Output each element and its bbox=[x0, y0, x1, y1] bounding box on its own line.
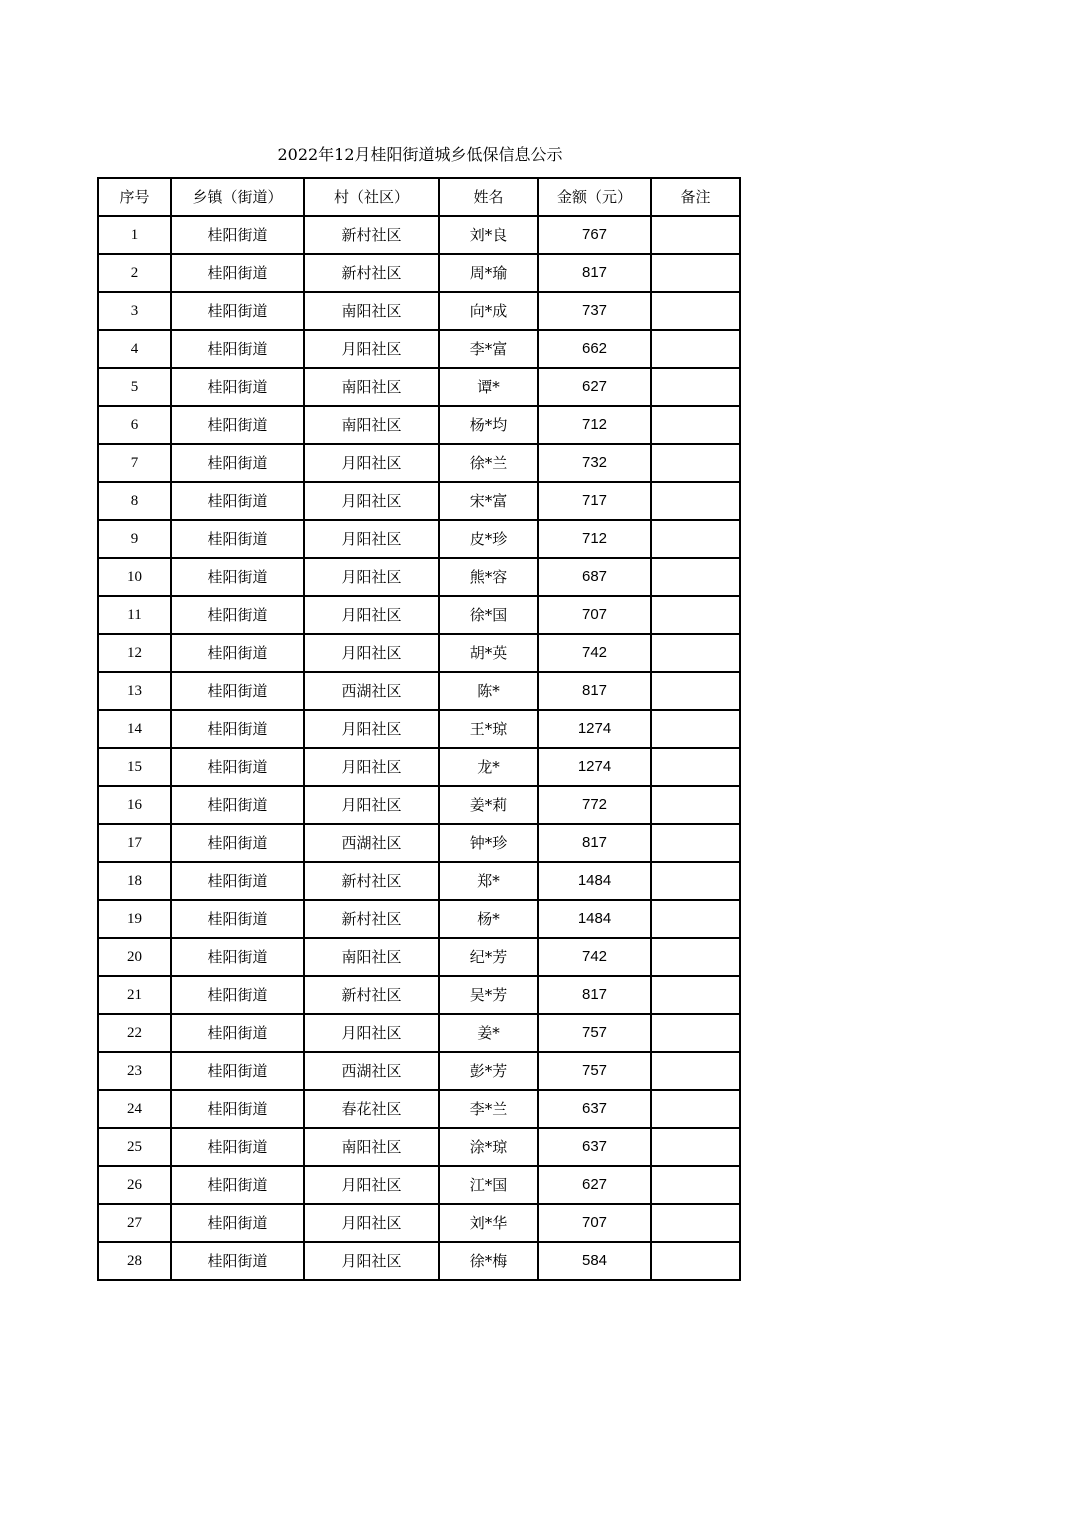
cell-name: 王*琼 bbox=[439, 710, 538, 748]
cell-village: 月阳社区 bbox=[304, 482, 439, 520]
cell-village: 南阳社区 bbox=[304, 292, 439, 330]
cell-village: 月阳社区 bbox=[304, 1166, 439, 1204]
cell-amount: 712 bbox=[538, 520, 651, 558]
cell-village: 新村社区 bbox=[304, 254, 439, 292]
cell-amount: 737 bbox=[538, 292, 651, 330]
cell-note bbox=[651, 406, 740, 444]
cell-amount: 707 bbox=[538, 596, 651, 634]
cell-amount: 817 bbox=[538, 976, 651, 1014]
cell-note bbox=[651, 254, 740, 292]
column-header-note: 备注 bbox=[651, 178, 740, 216]
cell-village: 月阳社区 bbox=[304, 1014, 439, 1052]
cell-village: 南阳社区 bbox=[304, 368, 439, 406]
table-row bbox=[98, 368, 740, 406]
cell-note bbox=[651, 634, 740, 672]
cell-town: 桂阳街道 bbox=[171, 330, 304, 368]
cell-name: 陈* bbox=[439, 672, 538, 710]
cell-village: 月阳社区 bbox=[304, 1242, 439, 1280]
cell-seq: 23 bbox=[98, 1052, 171, 1090]
cell-town: 桂阳街道 bbox=[171, 520, 304, 558]
cell-town: 桂阳街道 bbox=[171, 1090, 304, 1128]
cell-town: 桂阳街道 bbox=[171, 824, 304, 862]
cell-village: 月阳社区 bbox=[304, 634, 439, 672]
cell-note bbox=[651, 1204, 740, 1242]
cell-note bbox=[651, 330, 740, 368]
cell-name: 纪*芳 bbox=[439, 938, 538, 976]
cell-name: 徐*国 bbox=[439, 596, 538, 634]
cell-seq: 6 bbox=[98, 406, 171, 444]
cell-village: 月阳社区 bbox=[304, 786, 439, 824]
cell-village: 西湖社区 bbox=[304, 1052, 439, 1090]
cell-village: 月阳社区 bbox=[304, 710, 439, 748]
cell-town: 桂阳街道 bbox=[171, 862, 304, 900]
cell-name: 杨*均 bbox=[439, 406, 538, 444]
table-row bbox=[98, 1128, 740, 1166]
cell-name: 熊*容 bbox=[439, 558, 538, 596]
cell-town: 桂阳街道 bbox=[171, 406, 304, 444]
cell-town: 桂阳街道 bbox=[171, 368, 304, 406]
cell-seq: 13 bbox=[98, 672, 171, 710]
cell-amount: 584 bbox=[538, 1242, 651, 1280]
table-row bbox=[98, 710, 740, 748]
cell-seq: 11 bbox=[98, 596, 171, 634]
table-row bbox=[98, 1014, 740, 1052]
table-row bbox=[98, 1242, 740, 1280]
cell-town: 桂阳街道 bbox=[171, 710, 304, 748]
cell-town: 桂阳街道 bbox=[171, 482, 304, 520]
cell-village: 月阳社区 bbox=[304, 558, 439, 596]
cell-note bbox=[651, 748, 740, 786]
cell-town: 桂阳街道 bbox=[171, 1204, 304, 1242]
cell-note bbox=[651, 1242, 740, 1280]
cell-amount: 662 bbox=[538, 330, 651, 368]
cell-town: 桂阳街道 bbox=[171, 786, 304, 824]
cell-seq: 9 bbox=[98, 520, 171, 558]
cell-seq: 2 bbox=[98, 254, 171, 292]
cell-seq: 3 bbox=[98, 292, 171, 330]
table-row bbox=[98, 786, 740, 824]
cell-note bbox=[651, 1166, 740, 1204]
cell-note bbox=[651, 292, 740, 330]
cell-village: 月阳社区 bbox=[304, 520, 439, 558]
cell-name: 郑* bbox=[439, 862, 538, 900]
table-row bbox=[98, 292, 740, 330]
table-row bbox=[98, 596, 740, 634]
cell-name: 姜*莉 bbox=[439, 786, 538, 824]
cell-seq: 12 bbox=[98, 634, 171, 672]
cell-town: 桂阳街道 bbox=[171, 558, 304, 596]
table-row bbox=[98, 558, 740, 596]
cell-note bbox=[651, 1052, 740, 1090]
cell-note bbox=[651, 596, 740, 634]
table-row bbox=[98, 1052, 740, 1090]
cell-village: 南阳社区 bbox=[304, 1128, 439, 1166]
cell-note bbox=[651, 482, 740, 520]
cell-name: 向*成 bbox=[439, 292, 538, 330]
cell-note bbox=[651, 558, 740, 596]
cell-note bbox=[651, 938, 740, 976]
cell-seq: 25 bbox=[98, 1128, 171, 1166]
cell-note bbox=[651, 368, 740, 406]
cell-note bbox=[651, 824, 740, 862]
cell-amount: 817 bbox=[538, 672, 651, 710]
cell-town: 桂阳街道 bbox=[171, 634, 304, 672]
cell-amount: 1484 bbox=[538, 900, 651, 938]
cell-seq: 15 bbox=[98, 748, 171, 786]
cell-village: 新村社区 bbox=[304, 862, 439, 900]
cell-name: 江*国 bbox=[439, 1166, 538, 1204]
cell-seq: 8 bbox=[98, 482, 171, 520]
cell-village: 月阳社区 bbox=[304, 596, 439, 634]
cell-name: 涂*琼 bbox=[439, 1128, 538, 1166]
cell-name: 胡*英 bbox=[439, 634, 538, 672]
cell-seq: 14 bbox=[98, 710, 171, 748]
cell-note bbox=[651, 216, 740, 254]
cell-amount: 717 bbox=[538, 482, 651, 520]
cell-amount: 687 bbox=[538, 558, 651, 596]
cell-town: 桂阳街道 bbox=[171, 254, 304, 292]
cell-amount: 817 bbox=[538, 824, 651, 862]
table-row bbox=[98, 976, 740, 1014]
cell-town: 桂阳街道 bbox=[171, 900, 304, 938]
cell-amount: 742 bbox=[538, 634, 651, 672]
cell-town: 桂阳街道 bbox=[171, 292, 304, 330]
column-header-name: 姓名 bbox=[439, 178, 538, 216]
cell-name: 皮*珍 bbox=[439, 520, 538, 558]
cell-village: 新村社区 bbox=[304, 216, 439, 254]
table-row bbox=[98, 482, 740, 520]
cell-town: 桂阳街道 bbox=[171, 216, 304, 254]
cell-amount: 1484 bbox=[538, 862, 651, 900]
cell-amount: 757 bbox=[538, 1014, 651, 1052]
table-row bbox=[98, 406, 740, 444]
cell-amount: 707 bbox=[538, 1204, 651, 1242]
table-row bbox=[98, 900, 740, 938]
cell-name: 龙* bbox=[439, 748, 538, 786]
cell-name: 杨* bbox=[439, 900, 538, 938]
cell-town: 桂阳街道 bbox=[171, 672, 304, 710]
cell-town: 桂阳街道 bbox=[171, 976, 304, 1014]
page-title: 2022年12月桂阳街道城乡低保信息公示 bbox=[277, 145, 563, 164]
cell-town: 桂阳街道 bbox=[171, 1014, 304, 1052]
cell-note bbox=[651, 672, 740, 710]
cell-note bbox=[651, 1014, 740, 1052]
table-row bbox=[98, 520, 740, 558]
cell-seq: 22 bbox=[98, 1014, 171, 1052]
cell-seq: 17 bbox=[98, 824, 171, 862]
cell-name: 姜* bbox=[439, 1014, 538, 1052]
cell-name: 周*瑜 bbox=[439, 254, 538, 292]
cell-note bbox=[651, 1090, 740, 1128]
cell-town: 桂阳街道 bbox=[171, 1166, 304, 1204]
table-row bbox=[98, 254, 740, 292]
cell-amount: 732 bbox=[538, 444, 651, 482]
cell-village: 月阳社区 bbox=[304, 1204, 439, 1242]
cell-village: 南阳社区 bbox=[304, 938, 439, 976]
cell-town: 桂阳街道 bbox=[171, 444, 304, 482]
cell-note bbox=[651, 976, 740, 1014]
cell-note bbox=[651, 900, 740, 938]
cell-amount: 817 bbox=[538, 254, 651, 292]
cell-seq: 10 bbox=[98, 558, 171, 596]
cell-seq: 1 bbox=[98, 216, 171, 254]
cell-town: 桂阳街道 bbox=[171, 1242, 304, 1280]
table-row bbox=[98, 216, 740, 254]
table-row bbox=[98, 634, 740, 672]
cell-seq: 26 bbox=[98, 1166, 171, 1204]
cell-village: 月阳社区 bbox=[304, 748, 439, 786]
cell-seq: 7 bbox=[98, 444, 171, 482]
cell-town: 桂阳街道 bbox=[171, 748, 304, 786]
cell-amount: 772 bbox=[538, 786, 651, 824]
cell-town: 桂阳街道 bbox=[171, 1128, 304, 1166]
cell-name: 钟*珍 bbox=[439, 824, 538, 862]
table-row bbox=[98, 1166, 740, 1204]
table-row bbox=[98, 862, 740, 900]
table-row bbox=[98, 748, 740, 786]
cell-note bbox=[651, 520, 740, 558]
cell-seq: 5 bbox=[98, 368, 171, 406]
cell-amount: 627 bbox=[538, 1166, 651, 1204]
cell-seq: 27 bbox=[98, 1204, 171, 1242]
table-row bbox=[98, 938, 740, 976]
cell-name: 徐*梅 bbox=[439, 1242, 538, 1280]
cell-amount: 712 bbox=[538, 406, 651, 444]
cell-amount: 767 bbox=[538, 216, 651, 254]
cell-seq: 16 bbox=[98, 786, 171, 824]
cell-seq: 4 bbox=[98, 330, 171, 368]
table-row bbox=[98, 1204, 740, 1242]
cell-note bbox=[651, 786, 740, 824]
cell-amount: 1274 bbox=[538, 748, 651, 786]
table-row bbox=[98, 672, 740, 710]
cell-note bbox=[651, 710, 740, 748]
cell-seq: 21 bbox=[98, 976, 171, 1014]
cell-amount: 757 bbox=[538, 1052, 651, 1090]
column-header-seq: 序号 bbox=[98, 178, 171, 216]
cell-seq: 28 bbox=[98, 1242, 171, 1280]
cell-village: 春花社区 bbox=[304, 1090, 439, 1128]
cell-name: 彭*芳 bbox=[439, 1052, 538, 1090]
cell-town: 桂阳街道 bbox=[171, 596, 304, 634]
cell-village: 西湖社区 bbox=[304, 672, 439, 710]
subsidy-table bbox=[97, 177, 741, 1281]
cell-name: 宋*富 bbox=[439, 482, 538, 520]
cell-village: 月阳社区 bbox=[304, 330, 439, 368]
cell-seq: 18 bbox=[98, 862, 171, 900]
cell-village: 西湖社区 bbox=[304, 824, 439, 862]
cell-name: 谭* bbox=[439, 368, 538, 406]
cell-town: 桂阳街道 bbox=[171, 1052, 304, 1090]
cell-village: 新村社区 bbox=[304, 900, 439, 938]
cell-seq: 24 bbox=[98, 1090, 171, 1128]
cell-name: 徐*兰 bbox=[439, 444, 538, 482]
table-row bbox=[98, 1090, 740, 1128]
cell-village: 月阳社区 bbox=[304, 444, 439, 482]
column-header-village: 村（社区） bbox=[304, 178, 439, 216]
table-row bbox=[98, 444, 740, 482]
cell-note bbox=[651, 444, 740, 482]
column-header-amount: 金额（元） bbox=[538, 178, 651, 216]
cell-amount: 637 bbox=[538, 1090, 651, 1128]
cell-town: 桂阳街道 bbox=[171, 938, 304, 976]
cell-amount: 637 bbox=[538, 1128, 651, 1166]
table-header-row bbox=[98, 178, 740, 216]
table-body bbox=[98, 216, 740, 1280]
cell-name: 刘*华 bbox=[439, 1204, 538, 1242]
cell-amount: 742 bbox=[538, 938, 651, 976]
cell-seq: 19 bbox=[98, 900, 171, 938]
cell-seq: 20 bbox=[98, 938, 171, 976]
cell-village: 新村社区 bbox=[304, 976, 439, 1014]
cell-name: 李*富 bbox=[439, 330, 538, 368]
cell-amount: 627 bbox=[538, 368, 651, 406]
cell-village: 南阳社区 bbox=[304, 406, 439, 444]
cell-note bbox=[651, 862, 740, 900]
table-row bbox=[98, 824, 740, 862]
cell-amount: 1274 bbox=[538, 710, 651, 748]
cell-name: 李*兰 bbox=[439, 1090, 538, 1128]
cell-note bbox=[651, 1128, 740, 1166]
table-row bbox=[98, 330, 740, 368]
cell-name: 刘*良 bbox=[439, 216, 538, 254]
column-header-town: 乡镇（街道） bbox=[171, 178, 304, 216]
cell-name: 吴*芳 bbox=[439, 976, 538, 1014]
